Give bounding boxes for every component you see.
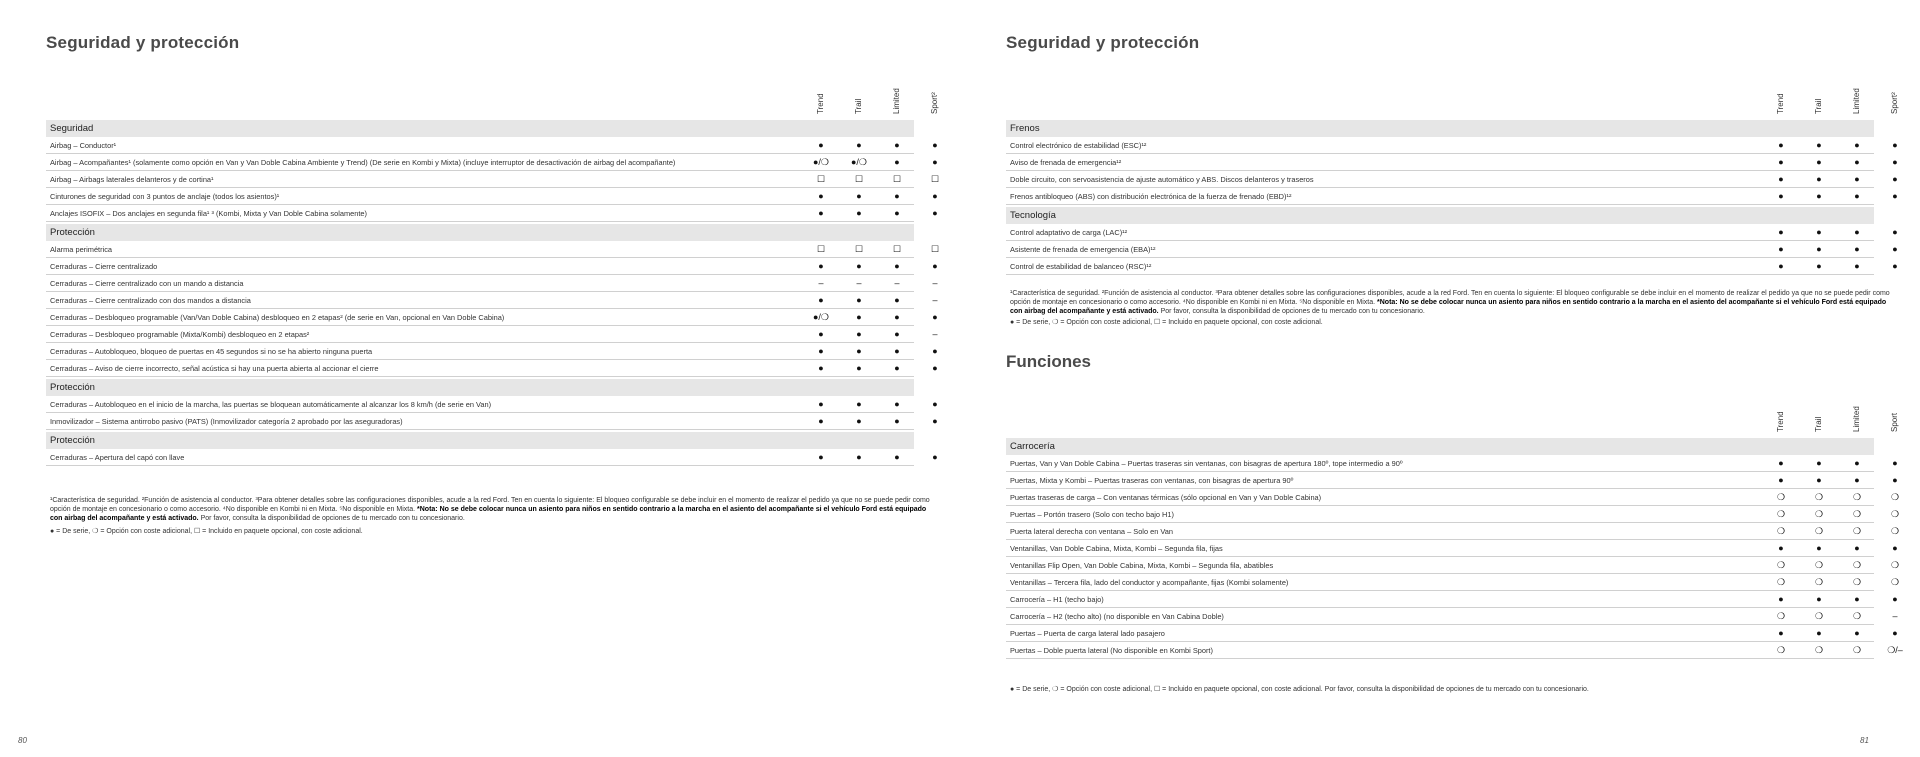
availability-mark: ● xyxy=(1854,458,1860,468)
availability-mark: ● xyxy=(1816,261,1822,271)
availability-mark: ● xyxy=(894,416,900,426)
availability-mark: ● xyxy=(894,452,900,462)
availability-mark: ●/❍ xyxy=(850,157,867,167)
table-row xyxy=(1006,137,1898,154)
availability-mark: – xyxy=(932,278,938,288)
table-row xyxy=(1006,224,1898,241)
column-header xyxy=(1839,396,1875,432)
column-header-label: Sport² xyxy=(1890,92,1899,114)
row-label: Asistente de frenada de emergencia (EBA)¹² xyxy=(1010,245,1156,254)
row-label: Ventanillas, Van Doble Cabina, Mixta, Kombi – Segunda fila, fijas xyxy=(1010,544,1223,553)
page-number: 81 xyxy=(1860,736,1869,745)
row-label: Puerta lateral derecha con ventana – Solo en Van xyxy=(1010,527,1173,536)
table-row xyxy=(46,205,938,222)
footnote-text: ¹Característica de seguridad. ²Función de asistencia al conductor. ³Para obtener detalles sobre las configuraciones disponibles, acude a la red Ford. Ten en cuenta lo siguiente: El bloqueo configurable se debe incluir en el momento de realizar el pedido ya que no se puede pedir como opción de montaje en concesionario o como accesorio. ⁴No disponible en Kombi ni en Mixta. ⁵No disponible en Mixta. xyxy=(50,497,930,513)
availability-mark: ● xyxy=(1778,157,1784,167)
availability-mark: ● xyxy=(856,295,862,305)
column-header-label: Sport² xyxy=(930,92,939,114)
availability-mark: ❍ xyxy=(1852,526,1862,536)
availability-mark: ● xyxy=(932,312,938,322)
table-row xyxy=(1006,608,1898,625)
availability-mark: ●/❍ xyxy=(812,157,829,167)
availability-mark: ● xyxy=(1892,140,1898,150)
availability-mark: ● xyxy=(818,452,824,462)
table-row xyxy=(46,413,938,430)
availability-mark: ● xyxy=(1854,140,1860,150)
availability-mark: ● xyxy=(1892,244,1898,254)
availability-mark: ● xyxy=(1854,594,1860,604)
availability-mark: ● xyxy=(856,261,862,271)
column-headers xyxy=(1006,78,1899,118)
availability-mark: ● xyxy=(818,261,824,271)
row-label: Airbag – Conductor¹ xyxy=(50,141,117,150)
availability-mark: ☐ xyxy=(930,174,940,184)
column-header-label: Trail xyxy=(854,98,863,114)
availability-mark: ● xyxy=(1854,227,1860,237)
column-header-label: Limited xyxy=(1852,88,1861,114)
availability-mark: – xyxy=(818,278,824,288)
availability-mark: ● xyxy=(856,452,862,462)
row-label: Puertas, Mixta y Kombi – Puertas traseras con ventanas, con bisagras de apertura 90º xyxy=(1010,476,1294,485)
row-label: Cinturones de seguridad con 3 puntos de anclaje (todos los asientos)¹ xyxy=(50,192,280,201)
table-row xyxy=(1006,171,1898,188)
availability-mark: ● xyxy=(1778,543,1784,553)
availability-mark: ● xyxy=(1816,244,1822,254)
availability-mark: ● xyxy=(932,346,938,356)
row-label: Cerraduras – Cierre centralizado xyxy=(50,262,158,271)
availability-mark: ● xyxy=(1892,628,1898,638)
availability-mark: ● xyxy=(856,416,862,426)
availability-mark: ● xyxy=(894,346,900,356)
availability-mark: ❍ xyxy=(1776,577,1786,587)
row-label: Alarma perimétrica xyxy=(50,245,113,254)
row-label: Doble circuito, con servoasistencia de ajuste automático y ABS. Discos delanteros y traseros xyxy=(1010,175,1314,184)
group-header: Carrocería xyxy=(1006,438,1874,455)
column-header xyxy=(1763,78,1799,114)
section-title-funciones: Funciones xyxy=(1006,352,1092,371)
availability-mark: ☐ xyxy=(816,244,826,254)
availability-mark: ❍ xyxy=(1852,492,1862,502)
column-header xyxy=(1801,78,1837,114)
availability-mark: ● xyxy=(1892,458,1898,468)
row-label: Ventanillas Flip Open, Van Doble Cabina, Mixta, Kombi – Segunda fila, abatibles xyxy=(1010,561,1274,570)
table-row xyxy=(1006,642,1903,659)
availability-mark: ● xyxy=(1854,261,1860,271)
availability-mark: ● xyxy=(818,346,824,356)
column-header-label: Trail xyxy=(1814,416,1823,432)
availability-mark: ● xyxy=(932,261,938,271)
availability-mark: ● xyxy=(1892,191,1898,201)
row-label: Puertas traseras de carga – Con ventanas térmicas (sólo opcional en Van y Van Doble Cabina) xyxy=(1010,493,1322,502)
group-header: Protección xyxy=(46,432,914,449)
column-headers xyxy=(1006,396,1899,436)
row-label: Puertas – Puerta de carga lateral lado pasajero xyxy=(1010,629,1165,638)
row-label: Ventanillas – Tercera fila, lado del conductor y acompañante, fijas (Kombi solamente) xyxy=(1010,578,1289,587)
table-row xyxy=(46,292,938,309)
column-headers xyxy=(46,78,939,118)
availability-mark: ● xyxy=(856,346,862,356)
table-row xyxy=(46,188,938,205)
availability-mark: ❍ xyxy=(1814,645,1824,655)
table-row xyxy=(46,154,938,171)
availability-mark: ● xyxy=(1816,458,1822,468)
availability-mark: ● xyxy=(1854,543,1860,553)
availability-mark: ● xyxy=(856,208,862,218)
column-header-label: Trend xyxy=(1776,411,1785,432)
availability-mark: ❍ xyxy=(1890,526,1900,536)
table-row xyxy=(46,326,938,343)
page-title: Seguridad y protección xyxy=(46,33,240,52)
column-header-label: Sport xyxy=(1890,412,1899,432)
row-label: Control adaptativo de carga (LAC)¹² xyxy=(1010,228,1128,237)
availability-mark: – xyxy=(932,329,938,339)
availability-mark: ❍ xyxy=(1814,509,1824,519)
availability-mark: – xyxy=(932,295,938,305)
availability-mark: ● xyxy=(894,312,900,322)
availability-mark: ● xyxy=(856,399,862,409)
availability-mark: ● xyxy=(894,399,900,409)
row-label: Cerraduras – Cierre centralizado con un mando a distancia xyxy=(50,279,244,288)
table-row xyxy=(1006,258,1898,275)
footnotes xyxy=(50,496,930,523)
row-label: Cerraduras – Desbloqueo programable (Van/Van Doble Cabina) desbloqueo en 2 etapas² (de serie en Van, opcional en Van Doble Cabina) xyxy=(50,313,505,322)
availability-mark: ❍ xyxy=(1890,577,1900,587)
availability-mark: ● xyxy=(1854,475,1860,485)
spec-table-frenos xyxy=(1006,78,1899,275)
availability-mark: – xyxy=(856,278,862,288)
availability-mark: ● xyxy=(932,416,938,426)
footnote-warning: *Nota: No se debe colocar nunca un asiento para niños en sentido contrario a la marcha en el asiento del acompañante si el vehículo Ford está equipado con airbag del acompañante y está activado. xyxy=(50,506,927,522)
availability-mark: ● xyxy=(1816,594,1822,604)
availability-mark: ● xyxy=(1816,157,1822,167)
group-header: Tecnología xyxy=(1006,207,1874,224)
availability-mark: ● xyxy=(1778,227,1784,237)
availability-mark: ☐ xyxy=(892,174,902,184)
availability-mark: ● xyxy=(894,157,900,167)
availability-mark: ● xyxy=(1816,174,1822,184)
availability-mark: ● xyxy=(1778,458,1784,468)
availability-mark: ● xyxy=(932,363,938,373)
availability-mark: ❍ xyxy=(1852,611,1862,621)
legend: ● = De serie, ❍ = Opción con coste adicional, ☐ = Incluido en paquete opcional, con coste adicional. xyxy=(1010,319,1323,326)
row-label: Control electrónico de estabilidad (ESC)¹² xyxy=(1010,141,1147,150)
column-header xyxy=(1839,78,1875,114)
table-row xyxy=(1006,455,1898,472)
availability-mark: ● xyxy=(1778,191,1784,201)
availability-mark: ❍ xyxy=(1776,526,1786,536)
availability-mark: ● xyxy=(1892,261,1898,271)
table-row xyxy=(1006,154,1898,171)
availability-mark: ☐ xyxy=(930,244,940,254)
availability-mark: ● xyxy=(894,261,900,271)
availability-mark: ● xyxy=(1892,594,1898,604)
availability-mark: ❍ xyxy=(1814,492,1824,502)
availability-mark: ❍/– xyxy=(1887,645,1903,655)
availability-mark: ● xyxy=(932,157,938,167)
availability-mark: ● xyxy=(1816,191,1822,201)
availability-mark: ● xyxy=(1778,475,1784,485)
availability-mark: ● xyxy=(1816,475,1822,485)
table-row xyxy=(46,449,938,466)
availability-mark: ❍ xyxy=(1852,560,1862,570)
group-header: Protección xyxy=(46,224,914,241)
availability-mark: – xyxy=(894,278,900,288)
availability-mark: ❍ xyxy=(1852,577,1862,587)
table-row xyxy=(1006,472,1898,489)
availability-mark: ●/❍ xyxy=(812,312,829,322)
availability-mark: ❍ xyxy=(1776,560,1786,570)
right-page xyxy=(960,0,1920,757)
group-header: Protección xyxy=(46,379,914,396)
row-label: Aviso de frenada de emergencia¹² xyxy=(1010,158,1122,167)
row-label: Carrocería – H2 (techo alto) (no disponible en Van Cabina Doble) xyxy=(1010,612,1224,621)
column-header xyxy=(879,78,915,114)
row-label: Frenos antibloqueo (ABS) con distribución electrónica de la fuerza de frenado (EBD)¹² xyxy=(1010,192,1292,201)
availability-mark: ❍ xyxy=(1814,611,1824,621)
availability-mark: ❍ xyxy=(1852,509,1862,519)
table-row xyxy=(46,258,938,275)
availability-mark: ● xyxy=(894,295,900,305)
footnote-tail: Por favor, consulta la disponibilidad de opciones de tu mercado con tu concesionario. xyxy=(1160,308,1425,315)
availability-mark: ● xyxy=(894,208,900,218)
availability-mark: ● xyxy=(818,363,824,373)
table-row xyxy=(46,275,938,292)
legend: ● = De serie, ❍ = Opción con coste adicional, ☐ = Incluido en paquete opcional, con coste adicional. Por favor, consulta la disponibilidad de opciones de tu mercado con tu concesionario. xyxy=(1010,686,1589,693)
availability-mark: ● xyxy=(1854,174,1860,184)
availability-mark: ❍ xyxy=(1776,611,1786,621)
footnote-warning: *Nota: No se debe colocar nunca un asiento para niños en sentido contrario a la marcha en el asiento del acompañante si el vehículo Ford está equipado con airbag del acompañante y está activado. xyxy=(1010,299,1887,315)
availability-mark: ❍ xyxy=(1890,492,1900,502)
table-row xyxy=(46,396,938,413)
availability-mark: ● xyxy=(1778,244,1784,254)
availability-mark: ❍ xyxy=(1890,560,1900,570)
availability-mark: ❍ xyxy=(1814,526,1824,536)
table-row xyxy=(1006,188,1898,205)
row-label: Cerraduras – Desbloqueo programable (Mixta/Kombi) desbloqueo en 2 etapas² xyxy=(50,330,310,339)
availability-mark: ● xyxy=(932,208,938,218)
availability-mark: ● xyxy=(1892,157,1898,167)
row-label: Cerraduras – Aviso de cierre incorrecto, señal acústica si hay una puerta abierta al accionar el cierre xyxy=(50,364,379,373)
availability-mark: ● xyxy=(818,416,824,426)
availability-mark: ● xyxy=(818,208,824,218)
availability-mark: ● xyxy=(894,191,900,201)
table-row xyxy=(1006,557,1900,574)
row-label: Cerraduras – Apertura del capó con llave xyxy=(50,453,185,462)
availability-mark: ● xyxy=(856,363,862,373)
row-label: Cerraduras – Autobloqueo, bloqueo de puertas en 45 segundos si no se ha abierto ninguna puerta xyxy=(50,347,373,356)
table-row xyxy=(1006,489,1900,506)
column-header-label: Trend xyxy=(1776,93,1785,114)
table-row xyxy=(1006,506,1900,523)
availability-mark: ● xyxy=(932,399,938,409)
row-label: Airbag – Acompañantes¹ (solamente como opción en Van y Van Doble Cabina Ambiente y Trend) (De serie en Kombi y Mixta) (incluye interruptor de desactivación de airbag del acompañante) xyxy=(50,158,676,167)
availability-mark: – xyxy=(1892,611,1898,621)
row-label: Puertas, Van y Van Doble Cabina – Puertas traseras sin ventanas, con bisagras de apertura 180º, tope intermedio a 90º xyxy=(1010,459,1403,468)
group-header: Frenos xyxy=(1006,120,1874,137)
availability-mark: ● xyxy=(1816,628,1822,638)
page-title: Seguridad y protección xyxy=(1006,33,1200,52)
availability-mark: ❍ xyxy=(1890,509,1900,519)
availability-mark: ● xyxy=(1778,174,1784,184)
availability-mark: ● xyxy=(1854,191,1860,201)
table-row xyxy=(1006,591,1898,608)
availability-mark: ● xyxy=(932,452,938,462)
row-label: Control de estabilidad de balanceo (RSC)¹² xyxy=(1010,262,1152,271)
availability-mark: ● xyxy=(818,140,824,150)
availability-mark: ● xyxy=(1892,475,1898,485)
availability-mark: ● xyxy=(894,140,900,150)
footnotes xyxy=(1010,289,1890,316)
row-label: Inmovilizador – Sistema antirrobo pasivo (PATS) (Inmovilizador categoría 2 aprobado por las aseguradoras) xyxy=(50,417,403,426)
table-row xyxy=(1006,523,1900,540)
column-header xyxy=(803,78,839,114)
table-row xyxy=(1006,241,1898,258)
availability-mark: ❍ xyxy=(1776,492,1786,502)
availability-mark: ● xyxy=(1778,261,1784,271)
column-header-label: Trend xyxy=(816,93,825,114)
row-label: Carrocería – H1 (techo bajo) xyxy=(1010,595,1104,604)
table-row xyxy=(46,309,938,326)
spec-table-seguridad xyxy=(46,78,940,466)
row-label: Puertas – Doble puerta lateral (No disponible en Kombi Sport) xyxy=(1010,646,1213,655)
availability-mark: ● xyxy=(856,140,862,150)
availability-mark: ● xyxy=(932,191,938,201)
column-header xyxy=(1877,78,1913,114)
availability-mark: ☐ xyxy=(854,174,864,184)
availability-mark: ● xyxy=(1854,244,1860,254)
legend: ● = De serie, ❍ = Opción con coste adicional, ☐ = Incluido en paquete opcional, con coste adicional. xyxy=(50,528,363,535)
availability-mark: ● xyxy=(932,140,938,150)
availability-mark: ❍ xyxy=(1814,560,1824,570)
table-row xyxy=(1006,540,1898,557)
row-label: Cerraduras – Cierre centralizado con dos mandos a distancia xyxy=(50,296,251,305)
page-number: 80 xyxy=(18,736,27,745)
availability-mark: ● xyxy=(856,312,862,322)
availability-mark: ● xyxy=(1778,628,1784,638)
availability-mark: ● xyxy=(856,191,862,201)
spec-table-funciones xyxy=(1006,396,1903,659)
availability-mark: ☐ xyxy=(816,174,826,184)
availability-mark: ☐ xyxy=(892,244,902,254)
availability-mark: ☐ xyxy=(854,244,864,254)
table-row xyxy=(1006,625,1898,642)
availability-mark: ● xyxy=(1892,543,1898,553)
column-header-label: Trail xyxy=(1814,98,1823,114)
row-label: Anclajes ISOFIX – Dos anclajes en segunda fila¹ ³ (Kombi, Mixta y Van Doble Cabina solamente) xyxy=(50,209,367,218)
row-label: Puertas – Portón trasero (Solo con techo bajo H1) xyxy=(1010,510,1174,519)
availability-mark: ● xyxy=(894,329,900,339)
table-row xyxy=(46,343,938,360)
availability-mark: ❍ xyxy=(1852,645,1862,655)
table-row xyxy=(1006,574,1900,591)
column-header xyxy=(1877,396,1913,432)
availability-mark: ● xyxy=(856,329,862,339)
column-header xyxy=(1801,396,1837,432)
column-header xyxy=(1763,396,1799,432)
table-row xyxy=(46,241,940,258)
availability-mark: ● xyxy=(1816,140,1822,150)
column-header-label: Limited xyxy=(892,88,901,114)
availability-mark: ❍ xyxy=(1776,509,1786,519)
availability-mark: ● xyxy=(1892,227,1898,237)
availability-mark: ● xyxy=(1854,157,1860,167)
footnote-tail: Por favor, consulta la disponibilidad de opciones de tu mercado con tu concesionario. xyxy=(200,515,465,522)
column-header xyxy=(917,78,953,114)
availability-mark: ● xyxy=(818,399,824,409)
availability-mark: ● xyxy=(1778,140,1784,150)
row-label: Airbag – Airbags laterales delanteros y de cortina¹ xyxy=(50,175,214,184)
availability-mark: ❍ xyxy=(1776,645,1786,655)
table-row xyxy=(46,171,940,188)
availability-mark: ● xyxy=(894,363,900,373)
column-header-label: Limited xyxy=(1852,406,1861,432)
column-header xyxy=(841,78,877,114)
availability-mark: ● xyxy=(818,191,824,201)
availability-mark: ● xyxy=(1816,543,1822,553)
availability-mark: ● xyxy=(1892,174,1898,184)
availability-mark: ● xyxy=(1778,594,1784,604)
availability-mark: ❍ xyxy=(1814,577,1824,587)
availability-mark: ● xyxy=(1854,628,1860,638)
availability-mark: ● xyxy=(818,329,824,339)
availability-mark: ● xyxy=(818,295,824,305)
table-row xyxy=(46,137,938,154)
row-label: Cerraduras – Autobloqueo en el inicio de la marcha, las puertas se bloquean automáticamente al alcanzar los 8 km/h (de serie en Van) xyxy=(50,400,492,409)
group-header: Seguridad xyxy=(46,120,914,137)
availability-mark: ● xyxy=(1816,227,1822,237)
footnote-text: ¹Característica de seguridad. ²Función de asistencia al conductor. ³Para obtener detalles sobre las configuraciones disponibles, acude a la red Ford. Ten en cuenta lo siguiente: El bloqueo configurable se debe incluir en el momento de realizar el pedido ya que no se puede pedir como opción de montaje en concesionario o como accesorio. ⁴No disponible en Kombi ni en Mixta. ⁵No disponible en Mixta. xyxy=(1010,290,1890,306)
table-row xyxy=(46,360,938,377)
